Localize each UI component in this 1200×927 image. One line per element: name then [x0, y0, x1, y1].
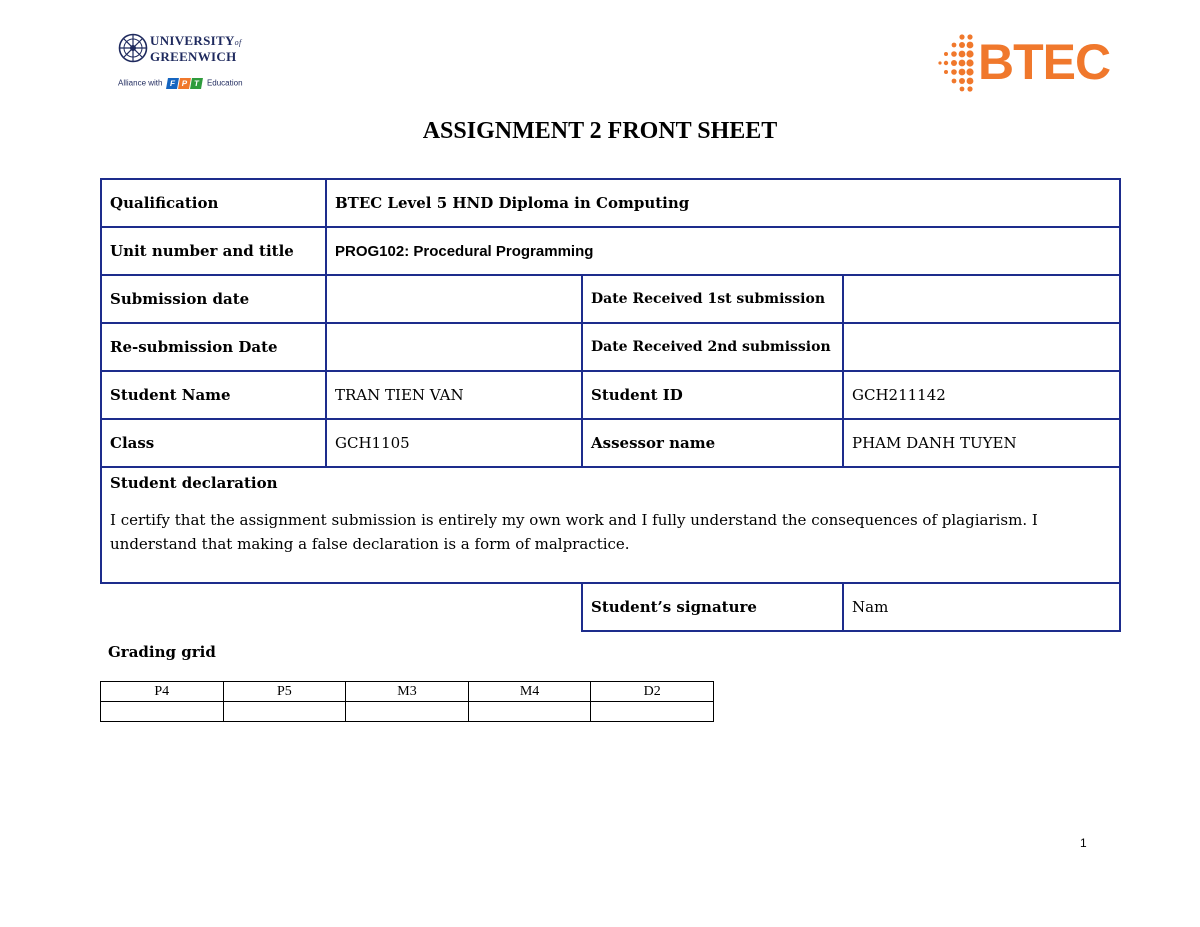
submission-date-field[interactable] — [326, 275, 582, 323]
student-declaration — [101, 467, 1120, 583]
assessor-value[interactable]: PHAM DANH TUYEN — [843, 419, 1120, 467]
grading-grid — [100, 681, 714, 722]
date-received-1-field[interactable] — [843, 275, 1120, 323]
assessor-label: Assessor name — [582, 419, 843, 467]
grade-cell-m4[interactable] — [468, 702, 591, 722]
grade-cell-m3[interactable] — [346, 702, 469, 722]
grade-header-m3: M3 — [346, 682, 469, 702]
submission-date-label: Submission date — [101, 275, 326, 323]
table-row — [101, 227, 1120, 275]
empty-cell — [101, 583, 582, 631]
table-row — [101, 583, 1120, 631]
resubmission-date-field[interactable] — [326, 323, 582, 371]
table-row — [101, 275, 1120, 323]
grade-cell-d2[interactable] — [591, 702, 714, 722]
btec-dots-icon — [936, 32, 980, 92]
date-received-2-label: Date Received 2nd submission — [582, 323, 843, 371]
page-number: 1 — [1080, 836, 1087, 850]
declaration-heading: Student declaration — [110, 474, 278, 492]
university-name: UNIVERSITYof GREENWICH — [150, 33, 242, 64]
class-label: Class — [101, 419, 326, 467]
date-received-1-label: Date Received 1st submission — [582, 275, 843, 323]
university-of-greenwich-logo — [116, 30, 256, 96]
university-seal-icon — [118, 33, 148, 63]
alliance-line: Alliance with F P T Education — [118, 78, 243, 88]
grade-header-p5: P5 — [223, 682, 346, 702]
signature-value[interactable]: Nam — [843, 583, 1120, 631]
unit-value: PROG102: Procedural Programming — [326, 227, 1120, 275]
student-name-label: Student Name — [101, 371, 326, 419]
table-row — [101, 371, 1120, 419]
grading-grid-label: Grading grid — [108, 643, 216, 661]
student-id-value[interactable]: GCH211142 — [843, 371, 1120, 419]
signature-label: Student’s signature — [582, 583, 843, 631]
qualification-label: Qualification — [101, 179, 326, 227]
table-row — [101, 179, 1120, 227]
grade-cell-p5[interactable] — [223, 702, 346, 722]
student-id-label: Student ID — [582, 371, 843, 419]
table-row — [101, 323, 1120, 371]
date-received-2-field[interactable] — [843, 323, 1120, 371]
grading-value-row — [101, 702, 714, 722]
declaration-text: I certify that the assignment submission is entirely my own work and I fully understand the consequences of plagiarism. I understand that making a false declaration is a form of malpractice. — [110, 511, 1038, 553]
resubmission-date-label: Re-submission Date — [101, 323, 326, 371]
fpt-logo: F P T — [167, 78, 203, 89]
front-sheet-table — [100, 178, 1121, 632]
table-row — [101, 419, 1120, 467]
btec-logo — [936, 32, 1121, 92]
qualification-value: BTEC Level 5 HND Diploma in Computing — [326, 179, 1120, 227]
grade-header-d2: D2 — [591, 682, 714, 702]
grade-cell-p4[interactable] — [101, 702, 224, 722]
table-row — [101, 467, 1120, 583]
student-name-value[interactable]: TRAN TIEN VAN — [326, 371, 582, 419]
page-title: ASSIGNMENT 2 FRONT SHEET — [422, 118, 778, 144]
grade-header-p4: P4 — [101, 682, 224, 702]
grade-header-m4: M4 — [468, 682, 591, 702]
class-value[interactable]: GCH1105 — [326, 419, 582, 467]
btec-wordmark: BTEC — [978, 34, 1111, 90]
unit-label: Unit number and title — [101, 227, 326, 275]
grading-header-row — [101, 682, 714, 702]
